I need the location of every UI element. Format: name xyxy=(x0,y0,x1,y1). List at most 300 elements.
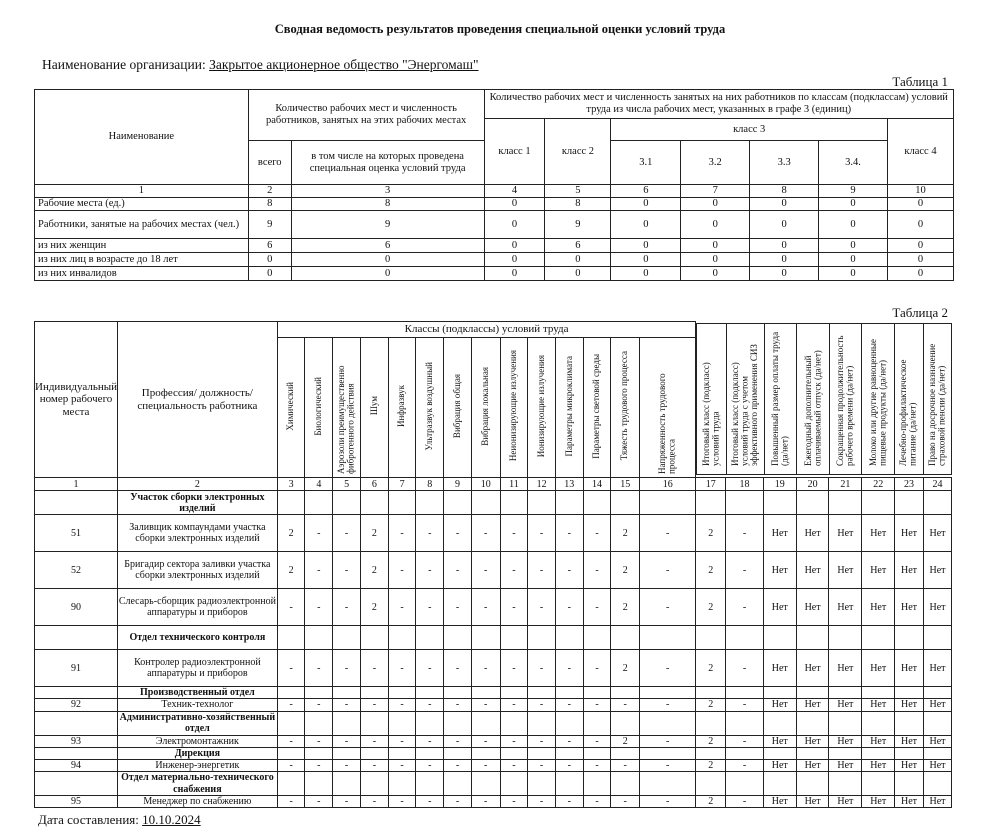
cell-value: 2 xyxy=(277,515,305,552)
cell-value: 0 xyxy=(888,239,954,253)
cell-value: - xyxy=(528,759,556,771)
factor-label: Напряженность трудового процесса xyxy=(657,373,677,474)
row-name: из них лиц в возрасте до 18 лет xyxy=(35,253,249,267)
table-row xyxy=(35,552,952,589)
cell-value: Нет xyxy=(923,650,951,687)
cell-value: Нет xyxy=(829,552,862,589)
workplace-id: 92 xyxy=(35,699,118,711)
table-row xyxy=(35,253,954,267)
header-profession: Профессия/ должность/ специальность работника xyxy=(118,322,278,478)
cell-value: - xyxy=(388,735,416,747)
cell-value: 0 xyxy=(819,267,888,281)
cell-value: 0 xyxy=(681,198,750,211)
cell-value: - xyxy=(444,735,472,747)
header-factor xyxy=(500,338,528,478)
result-label: Повышенный размер оплаты труда (да/нет) xyxy=(770,331,790,466)
cell-value: Нет xyxy=(829,735,862,747)
header-result xyxy=(894,324,923,475)
row-name: из них женщин xyxy=(35,239,249,253)
result-label: Лечебно-профилактическое питание (да/нет) xyxy=(898,359,918,466)
cell-value: - xyxy=(640,796,696,808)
workplace-id: 94 xyxy=(35,759,118,771)
cell-value: Нет xyxy=(923,515,951,552)
header-class3-1: 3.1 xyxy=(611,141,681,185)
factor-label: Химический xyxy=(285,381,296,431)
cell-value: - xyxy=(640,735,696,747)
organization-name: Закрытое акционерное общество "Энергомаш" xyxy=(209,57,479,72)
cell-value: Нет xyxy=(862,796,895,808)
cell-value: - xyxy=(361,650,389,687)
column-number: 7 xyxy=(388,478,416,491)
cell-value: 2 xyxy=(611,735,640,747)
column-number: 9 xyxy=(444,478,472,491)
cell-value: - xyxy=(361,699,389,711)
cell-value: - xyxy=(640,650,696,687)
cell-value: - xyxy=(333,699,361,711)
workplace-id: 52 xyxy=(35,552,118,589)
header-factor xyxy=(277,338,305,478)
cell-value: - xyxy=(361,735,389,747)
cell-value: - xyxy=(471,796,500,808)
header-factor xyxy=(640,338,696,478)
cell-value: - xyxy=(726,552,764,589)
column-number: 3 xyxy=(291,185,484,198)
header-result xyxy=(923,324,951,475)
table-row xyxy=(35,239,954,253)
cell-value: Нет xyxy=(895,796,924,808)
column-number: 7 xyxy=(681,185,750,198)
cell-value: Нет xyxy=(923,759,951,771)
factor-label: Вибрация общая xyxy=(451,373,462,439)
cell-value: 0 xyxy=(819,211,888,239)
cell-value: - xyxy=(305,515,333,552)
cell-value: Нет xyxy=(829,589,862,626)
cell-value: 0 xyxy=(888,253,954,267)
column-number: 12 xyxy=(528,478,556,491)
organization-label: Наименование организации: xyxy=(42,57,206,72)
cell-value: 6 xyxy=(291,239,484,253)
column-number: 19 xyxy=(763,478,796,491)
cell-value: Нет xyxy=(796,515,829,552)
cell-value: - xyxy=(416,735,444,747)
cell-value: Нет xyxy=(829,699,862,711)
cell-value: - xyxy=(726,515,764,552)
cell-value: - xyxy=(416,589,444,626)
cell-value: - xyxy=(640,699,696,711)
cell-value: - xyxy=(500,552,528,589)
cell-value: - xyxy=(611,699,640,711)
column-number: 5 xyxy=(545,185,611,198)
cell-value: Нет xyxy=(796,650,829,687)
cell-value: 0 xyxy=(888,198,954,211)
profession-name: Бригадир сектора заливки участка сборки электронных изделий xyxy=(118,552,278,589)
cell-value: - xyxy=(528,552,556,589)
cell-value: 2 xyxy=(696,589,726,626)
factor-label: Инфразвук xyxy=(396,384,407,427)
cell-value: - xyxy=(388,552,416,589)
cell-value: Нет xyxy=(763,515,796,552)
column-number: 22 xyxy=(862,478,895,491)
cell-value: 2 xyxy=(611,552,640,589)
cell-value: - xyxy=(471,735,500,747)
cell-value: 0 xyxy=(681,211,750,239)
factor-label: Ультразвук воздушный xyxy=(424,361,435,451)
cell-value: Нет xyxy=(895,589,924,626)
cell-value: - xyxy=(471,552,500,589)
header-class3-4: 3.4. xyxy=(819,141,888,185)
cell-value: 8 xyxy=(291,198,484,211)
cell-value: - xyxy=(333,759,361,771)
table-row xyxy=(35,211,954,239)
header-factor xyxy=(305,338,333,478)
header-result xyxy=(829,324,861,475)
table-row xyxy=(35,650,952,687)
factor-label: Ионизирующие излучения xyxy=(535,354,546,458)
cell-value: - xyxy=(277,759,305,771)
cell-value: 0 xyxy=(291,267,484,281)
workplace-id: 91 xyxy=(35,650,118,687)
cell-value: - xyxy=(277,735,305,747)
column-number: 17 xyxy=(696,478,726,491)
table-row xyxy=(35,515,952,552)
header-class3: класс 3 xyxy=(611,119,888,141)
cell-value: - xyxy=(583,699,611,711)
cell-value: - xyxy=(528,589,556,626)
cell-value: - xyxy=(361,759,389,771)
summary-table xyxy=(34,89,954,281)
cell-value: Нет xyxy=(796,735,829,747)
cell-value: - xyxy=(555,552,583,589)
column-number: 1 xyxy=(35,185,249,198)
cell-value: - xyxy=(640,759,696,771)
cell-value: 0 xyxy=(681,239,750,253)
cell-value: - xyxy=(305,699,333,711)
organization-line xyxy=(42,57,479,73)
cell-value: 2 xyxy=(696,552,726,589)
cell-value: Нет xyxy=(923,552,951,589)
cell-value: 0 xyxy=(750,211,819,239)
cell-value: - xyxy=(277,650,305,687)
header-by-class: Количество рабочих мест и численность занятых на них работников по классам (подклассам) условий труда из числа рабочих мест, указанных в графе 3 (единиц) xyxy=(484,90,953,119)
workplace-id: 93 xyxy=(35,735,118,747)
header-factor xyxy=(388,338,416,478)
cell-value: - xyxy=(416,699,444,711)
cell-value: - xyxy=(640,552,696,589)
cell-value: 2 xyxy=(361,515,389,552)
cell-value: - xyxy=(500,796,528,808)
department-row xyxy=(35,747,952,759)
column-number: 9 xyxy=(819,185,888,198)
cell-value: - xyxy=(333,650,361,687)
result-label: Ежегодный дополнительный оплачиваемый отпуск (да/нет) xyxy=(802,349,823,466)
cell-value: Нет xyxy=(763,552,796,589)
column-number: 10 xyxy=(471,478,500,491)
cell-value: 0 xyxy=(681,253,750,267)
cell-value: - xyxy=(583,735,611,747)
cell-value: 0 xyxy=(681,267,750,281)
column-number: 1 xyxy=(35,478,118,491)
cell-value: Нет xyxy=(862,699,895,711)
cell-value: Нет xyxy=(895,699,924,711)
department-name: Отдел технического контроля xyxy=(118,626,278,650)
department-name: Производственный отдел xyxy=(118,687,278,699)
header-class2: класс 2 xyxy=(545,119,611,185)
header-factor xyxy=(416,338,444,478)
department-name: Дирекция xyxy=(118,747,278,759)
cell-value: - xyxy=(444,552,472,589)
profession-name: Техник-технолог xyxy=(118,699,278,711)
cell-value: 0 xyxy=(750,267,819,281)
cell-value: - xyxy=(333,515,361,552)
table-row xyxy=(35,735,952,747)
date-line xyxy=(38,812,201,828)
column-number: 23 xyxy=(895,478,924,491)
column-number: 2 xyxy=(118,478,278,491)
cell-value: - xyxy=(388,650,416,687)
cell-value: Нет xyxy=(862,650,895,687)
cell-value: - xyxy=(583,759,611,771)
factor-label: Неионизирующие излучения xyxy=(508,350,519,462)
cell-value: 2 xyxy=(696,759,726,771)
column-number: 16 xyxy=(640,478,696,491)
table-row xyxy=(35,198,954,211)
cell-value: - xyxy=(500,759,528,771)
cell-value: - xyxy=(555,796,583,808)
cell-value: 9 xyxy=(291,211,484,239)
cell-value: - xyxy=(640,589,696,626)
cell-value: - xyxy=(333,735,361,747)
cell-value: - xyxy=(555,759,583,771)
cell-value: - xyxy=(444,589,472,626)
workplace-table xyxy=(34,321,952,808)
header-factor xyxy=(444,338,472,478)
cell-value: Нет xyxy=(895,735,924,747)
table-row xyxy=(35,759,952,771)
cell-value: - xyxy=(444,515,472,552)
workplace-id: 51 xyxy=(35,515,118,552)
cell-value: Нет xyxy=(829,515,862,552)
cell-value: - xyxy=(471,759,500,771)
column-number: 15 xyxy=(611,478,640,491)
cell-value: - xyxy=(444,796,472,808)
factor-label: Вибрация локальная xyxy=(479,366,490,446)
cell-value: - xyxy=(640,515,696,552)
cell-value: 8 xyxy=(545,198,611,211)
cell-value: 0 xyxy=(819,198,888,211)
cell-value: 0 xyxy=(484,211,545,239)
column-number: 4 xyxy=(305,478,333,491)
column-number: 8 xyxy=(416,478,444,491)
factor-label: Тяжесть трудового процесса xyxy=(619,351,630,461)
cell-value: Нет xyxy=(796,699,829,711)
cell-value: Нет xyxy=(763,650,796,687)
date-label: Дата составления: xyxy=(38,812,139,827)
header-class3-2: 3.2 xyxy=(681,141,750,185)
header-workplaces: Количество рабочих мест и численность работников, занятых на этих рабочих местах xyxy=(248,90,484,141)
cell-value: - xyxy=(416,759,444,771)
result-label: Итоговый класс (подкласс) условий труда xyxy=(701,362,721,466)
cell-value: Нет xyxy=(763,796,796,808)
department-row xyxy=(35,626,952,650)
department-name: Отдел материально-технического снабжения xyxy=(118,772,278,796)
cell-value: 9 xyxy=(248,211,291,239)
cell-value: 0 xyxy=(611,239,681,253)
cell-value: - xyxy=(444,759,472,771)
header-class4: класс 4 xyxy=(888,119,954,185)
cell-value: 2 xyxy=(361,552,389,589)
department-row xyxy=(35,687,952,699)
cell-value: - xyxy=(471,589,500,626)
header-class1: класс 1 xyxy=(484,119,545,185)
column-number: 21 xyxy=(829,478,862,491)
header-class3-3: 3.3 xyxy=(750,141,819,185)
header-result xyxy=(797,324,829,475)
cell-value: 0 xyxy=(819,253,888,267)
header-factor xyxy=(361,338,389,478)
header-total: всего xyxy=(248,141,291,185)
department-name: Участок сборки электронных изделий xyxy=(118,491,278,515)
cell-value: - xyxy=(471,699,500,711)
profession-name: Контролер радиоэлектронной аппаратуры и приборов xyxy=(118,650,278,687)
cell-value: Нет xyxy=(862,515,895,552)
profession-name: Менеджер по снабжению xyxy=(118,796,278,808)
cell-value: - xyxy=(528,735,556,747)
cell-value: 0 xyxy=(484,239,545,253)
row-name: Работники, занятые на рабочих местах (чел.) xyxy=(35,211,249,239)
result-label: Сокращенная продолжительность рабочего времени (да/нет) xyxy=(835,335,855,466)
cell-value: - xyxy=(555,589,583,626)
cell-value: - xyxy=(277,589,305,626)
header-name: Наименование xyxy=(35,90,249,185)
cell-value: Нет xyxy=(829,759,862,771)
cell-value: - xyxy=(583,552,611,589)
cell-value: 2 xyxy=(277,552,305,589)
cell-value: - xyxy=(555,735,583,747)
cell-value: 0 xyxy=(611,253,681,267)
cell-value: - xyxy=(500,735,528,747)
cell-value: - xyxy=(361,796,389,808)
cell-value: 0 xyxy=(888,267,954,281)
cell-value: - xyxy=(500,515,528,552)
department-name: Административно-хозяйственный отдел xyxy=(118,711,278,735)
header-factor xyxy=(555,338,583,478)
cell-value: 0 xyxy=(819,239,888,253)
cell-value: - xyxy=(583,796,611,808)
cell-value: Нет xyxy=(829,650,862,687)
cell-value: 2 xyxy=(696,735,726,747)
cell-value: 0 xyxy=(248,253,291,267)
cell-value: 2 xyxy=(611,589,640,626)
cell-value: - xyxy=(333,589,361,626)
header-factor xyxy=(611,338,640,478)
cell-value: - xyxy=(726,650,764,687)
result-label: Итоговый класс (подкласс) условий труда с учетом эффективного применения СИЗ xyxy=(730,343,760,466)
header-result xyxy=(727,324,765,475)
cell-value: - xyxy=(726,735,764,747)
table2-label: Таблица 2 xyxy=(892,305,948,320)
cell-value: 2 xyxy=(696,650,726,687)
cell-value: - xyxy=(528,650,556,687)
cell-value: 0 xyxy=(750,253,819,267)
cell-value: 0 xyxy=(484,267,545,281)
cell-value: - xyxy=(555,515,583,552)
cell-value: - xyxy=(528,796,556,808)
cell-value: - xyxy=(726,699,764,711)
header-classes: Классы (подклассы) условий труда xyxy=(277,322,696,338)
table-row xyxy=(35,267,954,281)
cell-value: - xyxy=(416,515,444,552)
cell-value: 6 xyxy=(248,239,291,253)
column-number: 3 xyxy=(277,478,305,491)
cell-value: - xyxy=(388,796,416,808)
cell-value: 2 xyxy=(696,699,726,711)
column-number: 13 xyxy=(555,478,583,491)
cell-value: - xyxy=(305,589,333,626)
cell-value: - xyxy=(500,589,528,626)
cell-value: Нет xyxy=(862,589,895,626)
cell-value: 0 xyxy=(888,211,954,239)
workplace-id: 90 xyxy=(35,589,118,626)
cell-value: Нет xyxy=(862,735,895,747)
header-result xyxy=(697,324,727,475)
cell-value: Нет xyxy=(829,796,862,808)
profession-name: Инженер-энергетик xyxy=(118,759,278,771)
cell-value: - xyxy=(726,589,764,626)
cell-value: Нет xyxy=(763,699,796,711)
cell-value: Нет xyxy=(923,735,951,747)
cell-value: 0 xyxy=(750,198,819,211)
cell-value: - xyxy=(555,650,583,687)
table-row xyxy=(35,589,952,626)
result-label: Право на досрочное назначение страховой пенсии (да/нет) xyxy=(926,343,946,466)
row-name: Рабочие места (ед.) xyxy=(35,198,249,211)
cell-value: - xyxy=(471,650,500,687)
cell-value: - xyxy=(471,515,500,552)
cell-value: - xyxy=(726,796,764,808)
cell-value: 2 xyxy=(611,515,640,552)
cell-value: Нет xyxy=(763,759,796,771)
header-factor xyxy=(471,338,500,478)
cell-value: - xyxy=(388,699,416,711)
cell-value: - xyxy=(388,759,416,771)
cell-value: Нет xyxy=(923,796,951,808)
table-row xyxy=(35,699,952,711)
cell-value: 0 xyxy=(484,253,545,267)
cell-value: Нет xyxy=(796,796,829,808)
factor-label: Аэрозоли преимущественно фиброгенного действия xyxy=(336,365,356,474)
cell-value: - xyxy=(528,699,556,711)
cell-value: - xyxy=(583,650,611,687)
column-number: 18 xyxy=(726,478,764,491)
cell-value: - xyxy=(305,650,333,687)
header-result xyxy=(765,324,797,475)
cell-value: - xyxy=(277,796,305,808)
cell-value: Нет xyxy=(862,552,895,589)
header-factor xyxy=(583,338,611,478)
cell-value: - xyxy=(305,735,333,747)
profession-name: Слесарь-сборщик радиоэлектронной аппаратуры и приборов xyxy=(118,589,278,626)
cell-value: - xyxy=(555,699,583,711)
cell-value: 2 xyxy=(361,589,389,626)
cell-value: Нет xyxy=(895,650,924,687)
column-number: 8 xyxy=(750,185,819,198)
cell-value: Нет xyxy=(796,759,829,771)
cell-value: 0 xyxy=(611,211,681,239)
factor-label: Шум xyxy=(368,396,379,416)
cell-value: - xyxy=(611,759,640,771)
cell-value: 0 xyxy=(611,198,681,211)
header-assessed: в том числе на которых проведена специальная оценка условий труда xyxy=(291,141,484,185)
